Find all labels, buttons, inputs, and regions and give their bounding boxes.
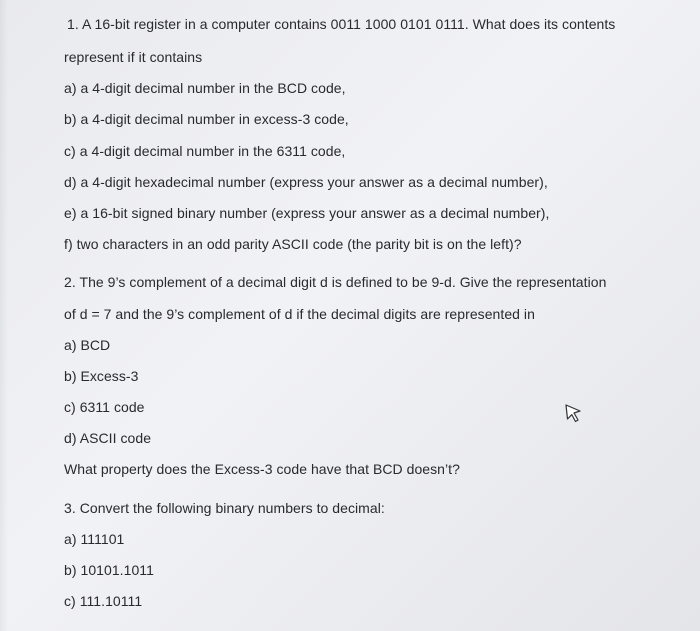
q3-item-b: b) 10101.1011 bbox=[64, 562, 154, 578]
q2-item-a: a) BCD bbox=[64, 337, 111, 353]
q2-item-c: c) 6311 code bbox=[64, 399, 145, 415]
mouse-cursor-icon bbox=[563, 402, 585, 424]
q2-item-d: d) ASCII code bbox=[64, 430, 152, 446]
q2-item-b: b) Excess-3 bbox=[64, 368, 139, 384]
q3-item-c: c) 111.10111 bbox=[64, 593, 143, 609]
q1-item-d: d) a 4-digit hexadecimal number (express your answer as a decimal number), bbox=[64, 174, 548, 190]
q3-prompt: 3. Convert the following binary numbers to decimal: bbox=[64, 500, 385, 516]
q1-item-a: a) a 4-digit decimal number in the BCD code, bbox=[64, 80, 346, 96]
q1-prompt-line2: represent if it contains bbox=[64, 49, 203, 65]
q2-prompt-line1: 2. The 9’s complement of a decimal digit d is defined to be 9-d. Give the representation bbox=[64, 274, 607, 290]
q2-followup: What property does the Excess-3 code have that BCD doesn’t? bbox=[64, 461, 460, 477]
q1-prompt-line1: 1. A 16-bit register in a computer contains 0011 1000 0101 0111. What does its contents bbox=[67, 16, 616, 32]
page-edge-shadow bbox=[0, 0, 8, 631]
q1-item-f: f) two characters in an odd parity ASCII code (the parity bit is on the left)? bbox=[64, 236, 522, 252]
q2-prompt-line2: of d = 7 and the 9’s complement of d if the decimal digits are represented in bbox=[64, 306, 535, 322]
q1-item-e: e) a 16-bit signed binary number (express your answer as a decimal number), bbox=[64, 205, 550, 221]
q1-item-c: c) a 4-digit decimal number in the 6311 code, bbox=[64, 143, 346, 159]
q1-item-b: b) a 4-digit decimal number in excess-3 code, bbox=[64, 111, 349, 127]
q3-item-a: a) 111101 bbox=[64, 531, 125, 547]
